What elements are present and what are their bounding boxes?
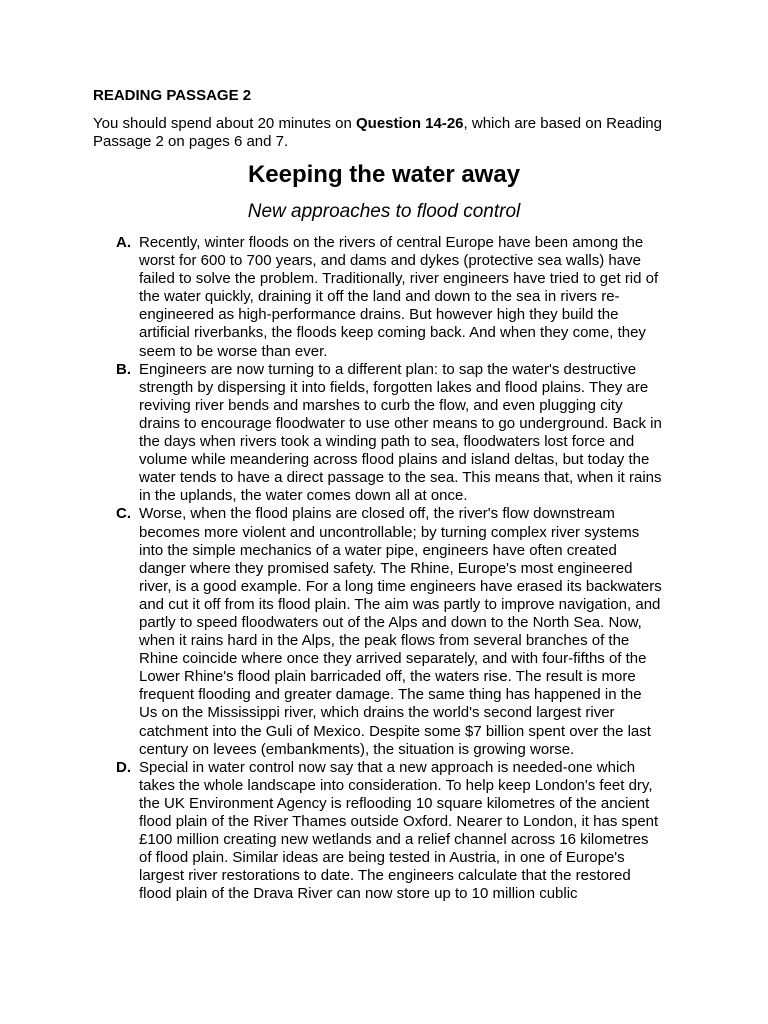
paragraph-text: Special in water control now say that a new approach is needed-one which takes the whole landscape into consideration. To help keep London's feet dry, the UK Environment Agency is reflooding 10 square kilometres of the ancient flood plain of the River Thames outside Oxford. Nearer to London, it has spent £100 million creating new wetlands and a relief channel across 16 kilometres of flood plain. Similar ideas are being tested in Austria, in one of Europe's largest river restorations to date. The engineers calculate that the restored flood plain of the Drava River can now store up to 10 million cublic [139, 758, 659, 903]
article-title: Keeping the water away [247, 161, 521, 188]
paragraph-text: Worse, when the flood plains are closed off, the river's flow downstream becomes more violent and uncontrollable; by turning complex river systems into the simple mechanics of a water pipe, engineers have often created danger where they promised safety. The Rhine, Europe's most engineered river, is a good example. For a long time engineers have erased its backwaters and cut it off from its flood plain. The aim was partly to improve navigation, and partly to speed floodwaters out of the Alps and down to the North Sea. Now, when it rains hard in the Alps, the peak flows from several branches of the Rhine coincide where once they arrived separately, and with four-fifths of the Lower Rhine's flood plain barricaded off, the waters rise. The result is more frequent flooding and greater damage. The same thing has happened in the Us on the Mississippi river, which drains the world's second largest river catchment into the Guli of Mexico. Despite some $7 billion spent over the last century on levees (embankments), the situation is growing worse. [139, 505, 662, 758]
article-body [116, 234, 664, 903]
paragraph-letter: A. [116, 234, 131, 251]
paragraph-text: Recently, winter floods on the rivers of central Europe have been among the worst for 600 to 700 years, and dams and dykes (protective sea walls) have failed to solve the problem. Traditionally, river engineers have tried to get rid of the water quickly, draining it off the land and down to the sea in rivers re-engineered as high-performance drains. But however high they build the artificial riverbanks, the floods keep coming back. And when they come, they seem to be worse than ever. [139, 234, 659, 360]
paragraph-text: Engineers are now turning to a different plan: to sap the water's destructive strength by dispersing it into fields, forgotten lakes and flood plains. They are reviving river bends and marshes to curb the flow, and even plugging city drains to encourage floodwater to use other means to go underground. Back in the days when rivers took a winding path to sea, floodwaters lost force and volume while meandering across flood plains and island deltas, but today the water tends to have a direct passage to the sea. This means that, when it rains in the uplands, the water comes down all at once. [139, 360, 662, 505]
paragraph-letter: B. [116, 360, 131, 378]
article-subtitle: New approaches to flood control [247, 201, 521, 222]
paragraph-letter: D. [116, 758, 131, 776]
instructions [93, 115, 663, 151]
paragraph-b [116, 361, 664, 506]
passage-label: READING PASSAGE 2 [93, 87, 252, 104]
paragraph-a [116, 234, 664, 361]
paragraph-d [116, 759, 664, 904]
instructions-text-post: , which are based on Reading Passage 2 on pages 6 and 7. [93, 115, 662, 150]
instructions-question-range: Question 14-26 [355, 115, 464, 132]
instructions-text-pre: You should spend about 20 minutes on [93, 115, 356, 132]
paragraph-letter: C. [116, 505, 131, 523]
paragraph-c [116, 505, 664, 758]
